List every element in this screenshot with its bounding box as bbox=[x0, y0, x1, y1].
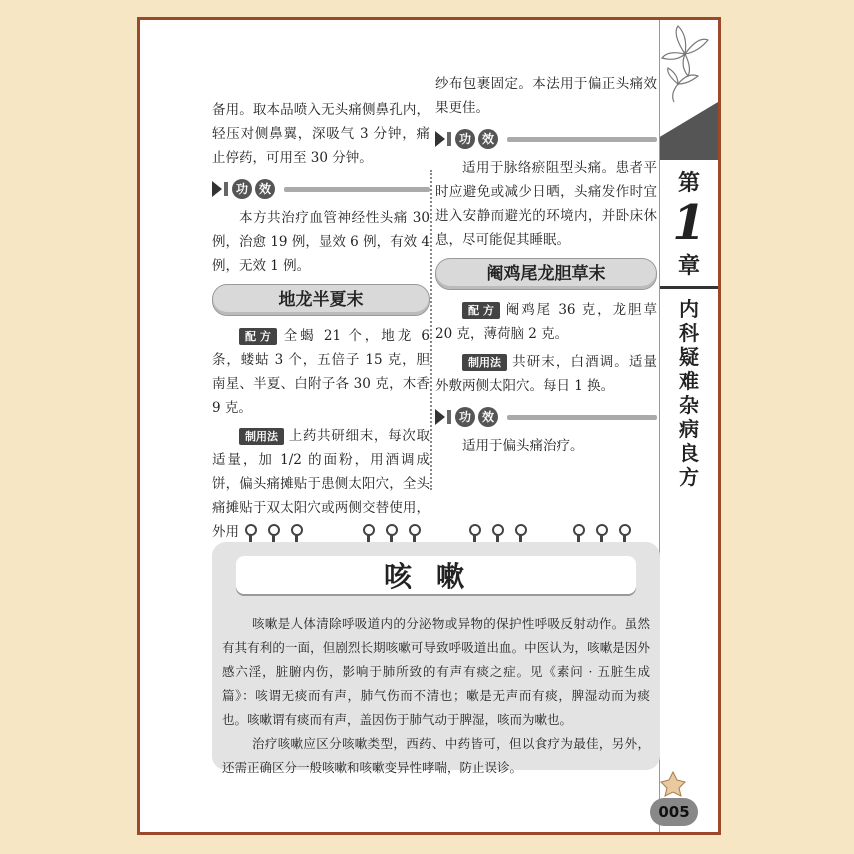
effect-char-2: 效 bbox=[478, 129, 498, 149]
formula-tag: 配 方 bbox=[462, 302, 500, 319]
effect-header bbox=[212, 176, 430, 202]
chapter-rule bbox=[660, 286, 718, 289]
book-page bbox=[137, 17, 721, 835]
section-paragraph-2: 治疗咳嗽应区分咳嗽类型，西药、中药皆可，但以食疗为最佳，另外，还需正确区分一般咳嗽和咳嗽变异性哮喘，防止误诊。 bbox=[222, 736, 650, 775]
usage-tag: 制用法 bbox=[239, 428, 284, 445]
chapter-label bbox=[660, 158, 718, 489]
chapter-suffix: 章 bbox=[677, 254, 700, 279]
effect-char-1: 功 bbox=[455, 129, 475, 149]
right-paragraph-4 bbox=[435, 350, 657, 398]
column-divider bbox=[430, 170, 432, 490]
section-title: 咳嗽 bbox=[236, 556, 636, 594]
recipe-title: 地龙半夏末 bbox=[212, 284, 430, 316]
arrow-icon bbox=[435, 409, 445, 425]
recipe-title: 阉鸡尾龙胆草末 bbox=[435, 258, 657, 290]
chapter-name: 内科疑难杂病良方 bbox=[679, 297, 699, 489]
right-paragraph-1: 纱布包裹固定。本法用于偏正头痛效果更佳。 bbox=[435, 76, 657, 116]
formula-text: 阉鸡尾 36 克，龙胆草 20 克，薄荷脑 2 克。 bbox=[435, 302, 657, 342]
usage-text: 共研末，白酒调。适量外敷两侧太阳穴。每日 1 换。 bbox=[435, 354, 657, 394]
formula-text: 全蝎 21 个，地龙 6 条，蝼蛄 3 个，五倍子 15 克，胆南星、半夏、白附子各 30 克，木香 9 克。 bbox=[212, 328, 430, 416]
effect-char-1: 功 bbox=[455, 407, 475, 427]
chapter-number: 1 bbox=[672, 195, 706, 251]
arrow-icon bbox=[212, 181, 222, 197]
effect-header bbox=[435, 404, 657, 430]
divider bbox=[507, 137, 657, 142]
right-paragraph-5: 适用于偏头痛治疗。 bbox=[462, 438, 584, 454]
arrow-icon bbox=[435, 131, 445, 147]
formula-tag: 配 方 bbox=[239, 328, 277, 345]
left-paragraph-2: 本方共治疗血管神经性头痛 30 例，治愈 19 例，显效 6 例，有效 4 例，无效 1 例。 bbox=[212, 210, 430, 274]
divider bbox=[507, 415, 657, 420]
chapter-prefix: 第 bbox=[677, 171, 700, 196]
usage-text: 上药共研细末，每次取适量，加 1/2 的面粉，用酒调成饼，偏头痛摊贴于患侧太阳穴，全头痛摊贴于双太阳穴或两侧交替使用，外用 bbox=[212, 428, 430, 540]
right-paragraph-2: 适用于脉络瘀阻型头痛。患者平时应避免或减少日晒，头痛发作时宜进入安静而避光的环境内，并卧床休息，尽可能促其睡眠。 bbox=[435, 160, 657, 248]
bar-icon bbox=[447, 410, 451, 424]
left-paragraph-1: 备用。取本品喷入无头痛侧鼻孔内，轻压对侧鼻翼，深吸气 3 分钟，痛止停药，可用至 30 分钟。 bbox=[212, 102, 430, 166]
effect-header bbox=[435, 126, 657, 152]
divider bbox=[284, 187, 430, 192]
right-paragraph-3 bbox=[435, 298, 657, 346]
left-paragraph-3 bbox=[212, 324, 430, 420]
page-number: 005 bbox=[650, 798, 698, 826]
chapter-tab bbox=[660, 20, 718, 832]
chapter-banner bbox=[660, 102, 718, 160]
section-paragraph-1: 咳嗽是人体清除呼吸道内的分泌物或异物的保护性呼吸反射动作。虽然有其有利的一面，但剧烈长期咳嗽可导致呼吸道出血。中医认为，咳嗽是因外感六淫，脏腑内伤，影响于肺所致的有声有痰之症。见《素问 · 五脏生成篇》：咳谓无痰而有声，肺气伤而不清也；嗽是无声而有痰，脾湿动而为痰也。咳嗽谓有痰而有声，盖因伤于肺气动于脾湿，咳而为嗽也。 bbox=[222, 616, 650, 727]
bar-icon bbox=[224, 182, 228, 196]
right-column bbox=[435, 72, 657, 458]
ornament-icon bbox=[658, 770, 688, 798]
cough-section bbox=[212, 542, 660, 775]
lily-flower-icon bbox=[658, 24, 712, 104]
effect-char-2: 效 bbox=[478, 407, 498, 427]
section-body bbox=[222, 612, 650, 780]
left-column bbox=[212, 98, 430, 544]
effect-char-2: 效 bbox=[255, 179, 275, 199]
effect-char-1: 功 bbox=[232, 179, 252, 199]
bar-icon bbox=[447, 132, 451, 146]
usage-tag: 制用法 bbox=[462, 354, 507, 371]
